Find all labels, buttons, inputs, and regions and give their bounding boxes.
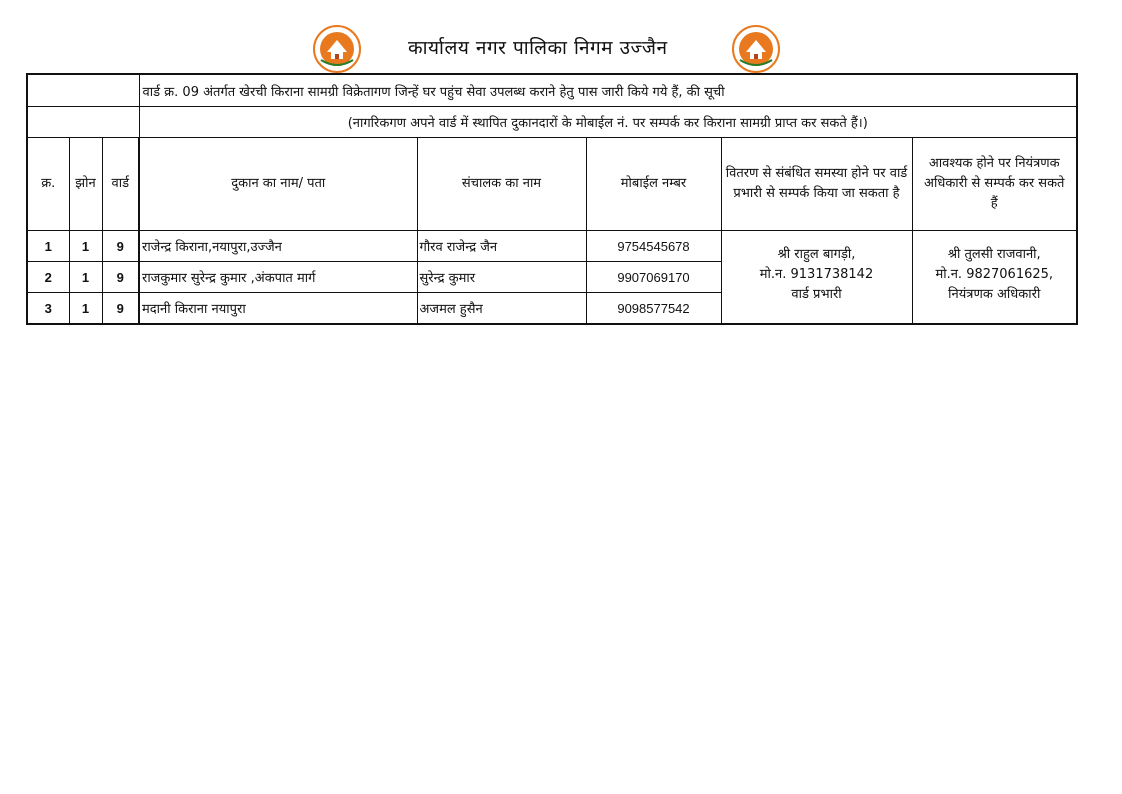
row-serial: 2 bbox=[27, 262, 69, 293]
header-mobile: मोबाईल नम्बर bbox=[586, 138, 721, 231]
header-controller-contact: आवश्यक होने पर नियंत्रणक अधिकारी से सम्पर्क कर सकते हैं bbox=[912, 138, 1077, 231]
ward-incharge-cell bbox=[721, 231, 912, 325]
row-mobile: 9754545678 bbox=[586, 231, 721, 262]
ward-incharge-name: श्री राहुल बागड़ी, bbox=[777, 247, 856, 262]
row-mobile: 9098577542 bbox=[586, 293, 721, 325]
municipal-seal-icon bbox=[730, 24, 782, 74]
header-operator: संचालक का नाम bbox=[417, 138, 586, 231]
title-blank-cell bbox=[27, 74, 139, 107]
ward-incharge-role: वार्ड प्रभारी bbox=[791, 287, 842, 302]
office-title: कार्यालय नगर पालिका निगम उज्जैन bbox=[408, 37, 668, 59]
row-shop: राजेन्द्र किराना,नयापुरा,उज्जैन bbox=[139, 231, 417, 262]
table-row bbox=[27, 231, 1077, 262]
row-operator: गौरव राजेन्द्र जैन bbox=[417, 231, 586, 262]
header-shop: दुकान का नाम/ पता bbox=[139, 138, 417, 231]
header-ward: वार्ड bbox=[102, 138, 139, 231]
row-operator: अजमल हुसैन bbox=[417, 293, 586, 325]
row-zone: 1 bbox=[69, 293, 102, 325]
row-serial: 3 bbox=[27, 293, 69, 325]
controller-name: श्री तुलसी राजवानी, bbox=[947, 247, 1041, 262]
row-shop: राजकुमार सुरेन्द्र कुमार ,अंकपात मार्ग bbox=[139, 262, 417, 293]
row-serial: 1 bbox=[27, 231, 69, 262]
table-title-row bbox=[27, 74, 1077, 107]
table-subtitle-row bbox=[27, 107, 1077, 138]
row-shop: मदानी किराना नयापुरा bbox=[139, 293, 417, 325]
controller-cell bbox=[912, 231, 1077, 325]
ward-incharge-mobile: मो.न. 9131738142 bbox=[759, 267, 874, 282]
municipal-seal-icon bbox=[311, 24, 363, 74]
row-zone: 1 bbox=[69, 231, 102, 262]
subtitle-blank-cell bbox=[27, 107, 139, 138]
table-header-row bbox=[27, 138, 1077, 231]
row-ward: 9 bbox=[102, 231, 139, 262]
controller-role: नियंत्रणक अधिकारी bbox=[948, 287, 1041, 302]
page-header bbox=[0, 24, 1122, 74]
row-ward: 9 bbox=[102, 262, 139, 293]
table-title: वार्ड क्र. 09 अंतर्गत खेरची किराना सामग्री विक्रेतागण जिन्हें घर पहुंच सेवा उपलब्ध कराने हेतु पास जारी किये गये हैं, की सूची bbox=[139, 74, 1077, 107]
header-serial: क्र. bbox=[27, 138, 69, 231]
controller-mobile: मो.न. 9827061625, bbox=[935, 267, 1054, 282]
row-ward: 9 bbox=[102, 293, 139, 325]
shop-list-table bbox=[26, 73, 1078, 325]
header-ward-contact: वितरण से संबंधित समस्या होने पर वार्ड प्रभारी से सम्पर्क किया जा सकता है bbox=[721, 138, 912, 231]
header-zone: झोन bbox=[69, 138, 102, 231]
row-zone: 1 bbox=[69, 262, 102, 293]
table-subtitle: (नागरिकगण अपने वार्ड में स्थापित दुकानदारों के मोबाईल नं. पर सम्पर्क कर किराना सामग्री प्राप्त कर सकते हैं।) bbox=[139, 107, 1077, 138]
row-operator: सुरेन्द्र कुमार bbox=[417, 262, 586, 293]
row-mobile: 9907069170 bbox=[586, 262, 721, 293]
